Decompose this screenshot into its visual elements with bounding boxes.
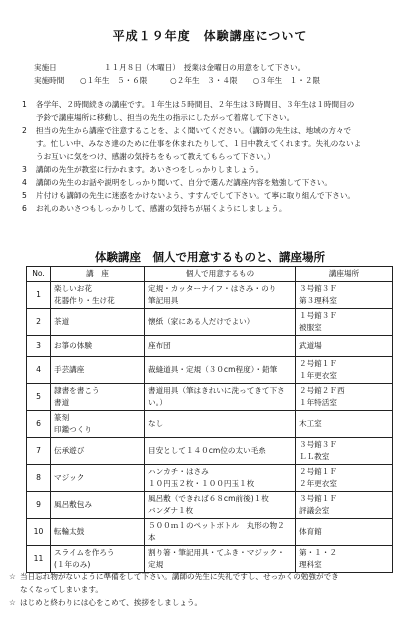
course-place <box>296 492 393 519</box>
footer-line <box>9 584 103 595</box>
note-number: 2 <box>22 126 27 135</box>
note-text: 講師の先生のお話や説明をしっかり聞いて、自分で選んだ講座内容を勉強して下さい。 <box>36 178 332 187</box>
table-row <box>27 384 393 411</box>
course-name-line: 書道 <box>54 398 70 407</box>
items-to-bring-line: 懐紙（家にある人だけでよい） <box>148 317 255 326</box>
items-to-bring-line: 割り箸・筆記用具・てふき・マジック・定規 <box>148 548 285 569</box>
footer-text: 当日忘れ物がないように準備をして下さい。講師の先生に失礼ですし、せっかくの勉強ができ <box>20 572 339 581</box>
note-line <box>22 138 361 149</box>
items-to-bring-line: 座布団 <box>148 341 171 350</box>
course-name-line: 花器作り・生け花 <box>54 296 115 305</box>
course-name-line: 印鑑つくり <box>54 425 92 434</box>
note-line <box>22 151 275 162</box>
items-to-bring <box>145 546 296 573</box>
course-place-line: 木工室 <box>299 419 322 428</box>
course-place <box>296 336 393 357</box>
note-line <box>22 112 294 123</box>
course-place-line: １年特活室 <box>299 398 337 407</box>
row-number: 5 <box>27 384 51 411</box>
course-place-line: ２年更衣室 <box>299 479 337 488</box>
star-icon: ☆ <box>9 598 16 607</box>
note-number: 4 <box>22 178 27 187</box>
course-place-line: ３号館３Ｆ <box>299 284 337 293</box>
note-text: お礼のあいさつもしっかりして、感謝の気持ちが届くようにしましょう。 <box>36 204 287 213</box>
table-row <box>27 282 393 309</box>
items-to-bring <box>145 357 296 384</box>
course-name-line: 転輪太鼓 <box>54 527 85 536</box>
items-to-bring-line: １０円玉２枚・１００円玉１枚 <box>148 479 255 488</box>
items-to-bring-line: 定規・カッターナイフ・はさみ・のり <box>148 284 277 293</box>
footer-line <box>9 571 339 582</box>
header-place: 講座場所 <box>296 267 393 282</box>
note-line <box>22 190 355 201</box>
date-value: １１月８日（木曜日） 授業は金曜日の用意をして下さい。 <box>104 63 306 72</box>
course-name-line: 楽しいお花 <box>54 284 92 293</box>
course-place-line: ３号館３Ｆ <box>299 440 337 449</box>
items-to-bring <box>145 411 296 438</box>
course-place-line: １年更衣室 <box>299 371 337 380</box>
note-line <box>22 99 354 110</box>
note-text: す。忙しい中、みなさ達のために仕事を休まれたりして、１日中教えてくれます。失礼のないよ <box>36 139 362 148</box>
row-number: 1 <box>27 282 51 309</box>
items-to-bring-line: 風呂敷（できれば６８cm前後)１枚 <box>148 494 269 503</box>
table-title: 体験講座 個人で用意するものと、講座場所 <box>95 250 325 264</box>
course-place-line: 理科室 <box>299 560 322 569</box>
course-name-line: 風呂敷包み <box>54 500 92 509</box>
course-place-line: ２号館１Ｆ <box>299 467 337 476</box>
table-row <box>27 492 393 519</box>
time-label: 実施時間 <box>34 76 65 85</box>
course-place-line: 体育館 <box>299 527 322 536</box>
course-place <box>296 384 393 411</box>
page-title: 平成１９年度 体験講座について <box>112 29 308 43</box>
course-place <box>296 546 393 573</box>
course-name-line: お箏の体験 <box>54 341 92 350</box>
row-number: 6 <box>27 411 51 438</box>
items-to-bring-line: 目安として１４０cm位の太い毛糸 <box>148 446 266 455</box>
items-to-bring <box>145 282 296 309</box>
course-place <box>296 282 393 309</box>
course-name <box>51 465 145 492</box>
note-text: 片付けも講師の先生に迷惑をかけないよう、すすんでして下さい。て寧に取り組んで下さい。 <box>36 191 356 200</box>
table-row <box>27 465 393 492</box>
items-to-bring-line: ハンカチ・はさみ <box>148 467 209 476</box>
table-row <box>27 438 393 465</box>
course-name <box>51 336 145 357</box>
items-to-bring-line: ５００ｍｌのペットボトル 丸形の物２本 <box>148 521 285 542</box>
note-number: 6 <box>22 204 27 213</box>
items-to-bring <box>145 519 296 546</box>
items-to-bring <box>145 465 296 492</box>
note-text: うお互いに気をつけ、感謝の気持ちをもって教えてもらって下さい。） <box>36 152 275 161</box>
row-number: 10 <box>27 519 51 546</box>
footer-text: はじめと終わりには心をこめて、挨拶をしましょう。 <box>20 598 203 607</box>
course-name <box>51 357 145 384</box>
row-number: 7 <box>27 438 51 465</box>
header-no: No. <box>27 267 51 282</box>
row-number: 2 <box>27 309 51 336</box>
items-to-bring <box>145 384 296 411</box>
course-name-line: 篆刻 <box>54 413 70 422</box>
time-value: ○１年生 ５・６限 ○２年生 ３・４限 ○３年生 １・２限 <box>80 76 321 85</box>
course-table <box>26 266 393 573</box>
items-to-bring <box>145 492 296 519</box>
course-place <box>296 309 393 336</box>
note-line <box>22 203 286 214</box>
items-to-bring-line: なし <box>148 419 164 428</box>
course-place <box>296 411 393 438</box>
note-number: 5 <box>22 191 27 200</box>
course-name <box>51 411 145 438</box>
note-text: 担当の先生から講座で注意することを、よく聞いてください。（講師の先生は、地域の方々で <box>36 126 352 135</box>
table-row <box>27 336 393 357</box>
course-place-line: 評議会室 <box>299 506 330 515</box>
items-to-bring <box>145 336 296 357</box>
row-number: 11 <box>27 546 51 573</box>
date-label: 実施日 <box>34 63 57 72</box>
note-text: 予鈴で講座場所に移動し、担当の先生の指示にしたがって着席して下さい。 <box>36 113 295 122</box>
row-number: 9 <box>27 492 51 519</box>
items-to-bring-line: 書道用具（筆はきれいに洗ってきて下さい。） <box>148 386 285 407</box>
footer-line <box>9 597 202 608</box>
course-place-line: ２号館２Ｆ西 <box>299 386 345 395</box>
course-place <box>296 438 393 465</box>
course-name <box>51 519 145 546</box>
course-place-line: ３号館１Ｆ <box>299 494 337 503</box>
course-name-line: マジック <box>54 473 85 482</box>
course-place-line: ＬＬ教室 <box>299 452 330 461</box>
course-name-line: 隷書を書こう <box>54 386 100 395</box>
table-header-row <box>27 267 393 282</box>
header-items: 個人で用意するもの <box>145 267 296 282</box>
course-place <box>296 465 393 492</box>
table-row <box>27 357 393 384</box>
items-to-bring-line: バンダナ１枚 <box>148 506 194 515</box>
course-name <box>51 282 145 309</box>
row-number: 8 <box>27 465 51 492</box>
course-place-line: ２号館１Ｆ <box>299 359 337 368</box>
row-number: 3 <box>27 336 51 357</box>
course-name-line: 茶道 <box>54 317 70 326</box>
course-place-line: 第３理科室 <box>299 296 337 305</box>
course-name-line: 伝承遊び <box>54 446 85 455</box>
course-name <box>51 492 145 519</box>
note-text: 講師の先生が教室に行かれます。あいさつをしっかりしましょう。 <box>36 165 264 174</box>
items-to-bring-line: 裁縫道具・定規（３０cm程度）・鉛筆 <box>148 365 278 374</box>
course-place-line: １号館３Ｆ <box>299 311 337 320</box>
course-name-line: (１年のみ) <box>54 560 91 569</box>
note-text: 各学年、２時間続きの講座です。１年生は５時間目、２年生は３時間目、３年生は１時間目の <box>36 100 355 109</box>
course-name <box>51 309 145 336</box>
course-place-line: 武道場 <box>299 341 322 350</box>
header-course: 講 座 <box>51 267 145 282</box>
items-to-bring-line: 筆記用具 <box>148 296 179 305</box>
course-name <box>51 384 145 411</box>
course-place <box>296 357 393 384</box>
course-name <box>51 438 145 465</box>
course-name-line: 手芸講座 <box>54 365 85 374</box>
note-line <box>22 164 263 175</box>
items-to-bring <box>145 438 296 465</box>
course-name <box>51 546 145 573</box>
footer-text: なくなってしまいます。 <box>20 585 103 594</box>
course-place-line: 第・１・２ <box>299 548 337 557</box>
table-row <box>27 546 393 573</box>
course-name-line: スライムを作ろう <box>54 548 115 557</box>
table-row <box>27 309 393 336</box>
table-row <box>27 519 393 546</box>
table-row <box>27 411 393 438</box>
note-number: 1 <box>22 100 27 109</box>
course-place-line: 被服室 <box>299 323 322 332</box>
row-number: 4 <box>27 357 51 384</box>
note-line <box>22 125 351 136</box>
course-place <box>296 519 393 546</box>
note-number: 3 <box>22 165 27 174</box>
items-to-bring <box>145 309 296 336</box>
star-icon: ☆ <box>9 572 16 581</box>
note-line <box>22 177 332 188</box>
